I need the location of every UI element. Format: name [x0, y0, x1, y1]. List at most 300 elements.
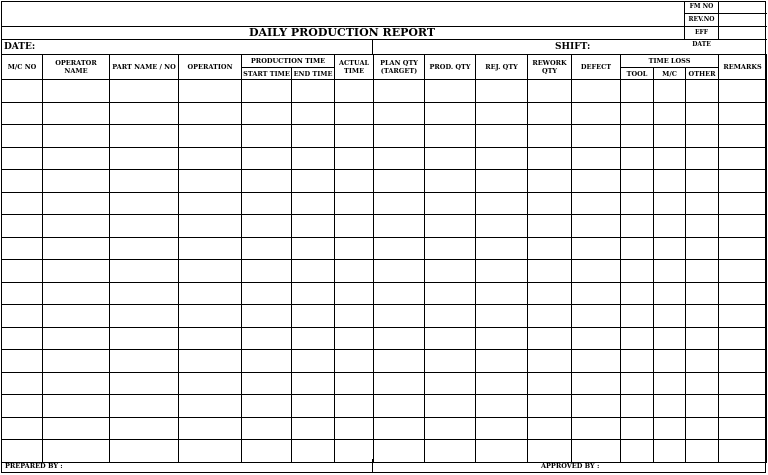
table-cell[interactable] [719, 282, 767, 305]
table-cell[interactable] [425, 372, 476, 395]
table-row [2, 170, 767, 193]
col-rework-qty [528, 55, 572, 80]
table-cell[interactable] [654, 327, 686, 350]
table-cell[interactable] [621, 125, 654, 148]
table-cell[interactable] [654, 372, 686, 395]
table-cell[interactable] [528, 147, 572, 170]
table-cell[interactable] [476, 395, 528, 418]
table-cell[interactable] [292, 305, 335, 328]
table-cell[interactable] [374, 192, 425, 215]
table-cell[interactable] [425, 395, 476, 418]
report-title: DAILY PRODUCTION REPORT [248, 26, 436, 39]
actual-time-line1: ACTUAL [338, 59, 370, 67]
table-cell[interactable] [425, 80, 476, 103]
table-cell[interactable] [179, 125, 242, 148]
table-row [2, 327, 767, 350]
shift-label: SHIFT: [555, 42, 591, 52]
table-cell[interactable] [179, 147, 242, 170]
table-cell[interactable] [719, 147, 767, 170]
table-cell[interactable] [476, 282, 528, 305]
document-control-block [684, 1, 767, 48]
table-cell[interactable] [292, 147, 335, 170]
table-cell[interactable] [686, 192, 719, 215]
table-cell[interactable] [179, 372, 242, 395]
footer-divider [372, 459, 373, 472]
table-cell[interactable] [242, 260, 292, 283]
rev-no-value[interactable] [719, 14, 767, 26]
rework-qty-line2: QTY [541, 67, 558, 75]
table-cell[interactable] [2, 282, 43, 305]
table-cell[interactable] [686, 350, 719, 373]
table-cell[interactable] [572, 305, 621, 328]
col-production-time: PRODUCTION TIME [242, 55, 335, 68]
meta-row-fm-no [685, 1, 767, 14]
table-cell[interactable] [476, 327, 528, 350]
table-cell[interactable] [2, 215, 43, 238]
table-cell[interactable] [292, 372, 335, 395]
table-cell[interactable] [719, 170, 767, 193]
table-cell[interactable] [654, 237, 686, 260]
table-cell[interactable] [572, 170, 621, 193]
col-operator-name: OPERATOR NAME [43, 55, 110, 80]
table-cell[interactable] [654, 192, 686, 215]
table-cell[interactable] [374, 215, 425, 238]
table-cell[interactable] [110, 80, 179, 103]
table-cell[interactable] [335, 305, 374, 328]
table-cell[interactable] [686, 147, 719, 170]
table-cell[interactable] [242, 170, 292, 193]
table-cell[interactable] [654, 350, 686, 373]
table-cell[interactable] [476, 192, 528, 215]
table-cell[interactable] [2, 237, 43, 260]
table-cell[interactable] [374, 125, 425, 148]
table-cell[interactable] [292, 350, 335, 373]
table-cell[interactable] [2, 305, 43, 328]
table-cell[interactable] [43, 125, 110, 148]
table-cell[interactable] [621, 170, 654, 193]
plan-qty-line1: PLAN QTY [380, 59, 418, 67]
table-cell[interactable] [292, 417, 335, 440]
col-tool: TOOL [621, 68, 654, 80]
table-cell[interactable] [374, 102, 425, 125]
table-cell[interactable] [476, 417, 528, 440]
table-cell[interactable] [110, 282, 179, 305]
table-cell[interactable] [110, 417, 179, 440]
table-cell[interactable] [2, 125, 43, 148]
table-cell[interactable] [335, 125, 374, 148]
table-cell[interactable] [528, 215, 572, 238]
table-cell[interactable] [654, 417, 686, 440]
meta-row-rev-no [685, 14, 767, 27]
table-cell[interactable] [335, 147, 374, 170]
table-cell[interactable] [2, 80, 43, 103]
table-cell[interactable] [242, 125, 292, 148]
table-cell[interactable] [654, 305, 686, 328]
date-shift-divider [372, 39, 373, 54]
table-cell[interactable] [621, 372, 654, 395]
table-cell[interactable] [43, 80, 110, 103]
table-cell[interactable] [572, 260, 621, 283]
table-cell[interactable] [621, 417, 654, 440]
table-cell[interactable] [335, 350, 374, 373]
table-cell[interactable] [654, 395, 686, 418]
table-cell[interactable] [719, 372, 767, 395]
table-cell[interactable] [425, 350, 476, 373]
table-cell[interactable] [374, 147, 425, 170]
table-cell[interactable] [2, 102, 43, 125]
col-end-time: END TIME [292, 68, 335, 80]
table-cell[interactable] [2, 350, 43, 373]
table-cell[interactable] [572, 372, 621, 395]
table-cell[interactable] [335, 192, 374, 215]
table-cell[interactable] [374, 260, 425, 283]
table-cell[interactable] [335, 260, 374, 283]
table-cell[interactable] [572, 102, 621, 125]
table-cell[interactable] [43, 237, 110, 260]
table-cell[interactable] [476, 305, 528, 328]
table-cell[interactable] [43, 395, 110, 418]
table-cell[interactable] [528, 417, 572, 440]
table-cell[interactable] [719, 395, 767, 418]
table-cell[interactable] [179, 170, 242, 193]
table-cell[interactable] [528, 305, 572, 328]
table-cell[interactable] [572, 125, 621, 148]
table-cell[interactable] [374, 372, 425, 395]
table-cell[interactable] [292, 125, 335, 148]
table-cell[interactable] [686, 260, 719, 283]
rev-no-label: REV.NO [685, 14, 719, 26]
table-cell[interactable] [425, 125, 476, 148]
table-cell[interactable] [374, 80, 425, 103]
table-cell[interactable] [43, 372, 110, 395]
table-row [2, 395, 767, 418]
table-cell[interactable] [43, 327, 110, 350]
date-label: DATE: [4, 42, 36, 52]
table-cell[interactable] [43, 260, 110, 283]
table-cell[interactable] [425, 215, 476, 238]
table-cell[interactable] [2, 327, 43, 350]
table-cell[interactable] [110, 305, 179, 328]
table-cell[interactable] [374, 282, 425, 305]
table-cell[interactable] [2, 147, 43, 170]
table-cell[interactable] [528, 170, 572, 193]
col-rej-qty: REJ. QTY [476, 55, 528, 80]
table-cell[interactable] [425, 305, 476, 328]
table-row [2, 215, 767, 238]
table-cell[interactable] [43, 192, 110, 215]
table-cell[interactable] [242, 327, 292, 350]
table-cell[interactable] [110, 147, 179, 170]
table-cell[interactable] [425, 417, 476, 440]
table-cell[interactable] [110, 350, 179, 373]
table-cell[interactable] [528, 237, 572, 260]
table-cell[interactable] [335, 170, 374, 193]
approved-by-label: APPROVED BY : [541, 462, 600, 470]
table-cell[interactable] [572, 282, 621, 305]
table-cell[interactable] [242, 282, 292, 305]
col-prod-qty: PROD. QTY [425, 55, 476, 80]
table-cell[interactable] [686, 327, 719, 350]
table-cell[interactable] [110, 327, 179, 350]
table-cell[interactable] [374, 237, 425, 260]
table-cell[interactable] [719, 125, 767, 148]
table-cell[interactable] [335, 395, 374, 418]
table-cell[interactable] [179, 80, 242, 103]
table-cell[interactable] [43, 170, 110, 193]
table-cell[interactable] [374, 305, 425, 328]
table-cell[interactable] [621, 327, 654, 350]
table-cell[interactable] [528, 372, 572, 395]
table-cell[interactable] [686, 170, 719, 193]
table-cell[interactable] [425, 192, 476, 215]
table-cell[interactable] [621, 282, 654, 305]
table-cell[interactable] [179, 327, 242, 350]
table-cell[interactable] [292, 80, 335, 103]
table-cell[interactable] [621, 350, 654, 373]
table-cell[interactable] [719, 80, 767, 103]
table-cell[interactable] [719, 102, 767, 125]
table-cell[interactable] [528, 260, 572, 283]
table-cell[interactable] [686, 417, 719, 440]
table-cell[interactable] [528, 327, 572, 350]
table-cell[interactable] [335, 282, 374, 305]
table-cell[interactable] [719, 350, 767, 373]
fm-no-value[interactable] [719, 1, 767, 13]
table-cell[interactable] [572, 237, 621, 260]
table-cell[interactable] [43, 102, 110, 125]
table-cell[interactable] [686, 395, 719, 418]
table-cell[interactable] [292, 192, 335, 215]
col-other: OTHER [686, 68, 719, 80]
table-cell[interactable] [242, 372, 292, 395]
table-cell[interactable] [528, 80, 572, 103]
table-cell[interactable] [43, 282, 110, 305]
table-body [2, 80, 767, 463]
table-cell[interactable] [719, 305, 767, 328]
table-cell[interactable] [242, 80, 292, 103]
table-cell[interactable] [335, 237, 374, 260]
table-cell[interactable] [476, 125, 528, 148]
table-cell[interactable] [686, 237, 719, 260]
table-cell[interactable] [292, 215, 335, 238]
table-cell[interactable] [292, 327, 335, 350]
table-cell[interactable] [179, 395, 242, 418]
col-start-time: START TIME [243, 69, 290, 78]
col-defect: DEFECT [572, 55, 621, 80]
table-cell[interactable] [528, 395, 572, 418]
table-cell[interactable] [292, 170, 335, 193]
table-cell[interactable] [2, 395, 43, 418]
table-row [2, 282, 767, 305]
table-cell[interactable] [476, 350, 528, 373]
table-cell[interactable] [242, 417, 292, 440]
table-cell[interactable] [686, 305, 719, 328]
table-cell[interactable] [654, 102, 686, 125]
table-cell[interactable] [179, 102, 242, 125]
table-row [2, 417, 767, 440]
table-cell[interactable] [425, 327, 476, 350]
table-cell[interactable] [179, 237, 242, 260]
table-cell[interactable] [110, 215, 179, 238]
table-cell[interactable] [179, 417, 242, 440]
table-cell[interactable] [528, 282, 572, 305]
table-cell[interactable] [476, 237, 528, 260]
table-cell[interactable] [179, 192, 242, 215]
table-cell[interactable] [572, 215, 621, 238]
table-cell[interactable] [621, 147, 654, 170]
col-actual-time [335, 55, 374, 80]
table-cell[interactable] [686, 125, 719, 148]
table-cell[interactable] [110, 102, 179, 125]
table-cell[interactable] [242, 192, 292, 215]
col-time-loss: TIME LOSS [621, 55, 719, 68]
table-cell[interactable] [335, 327, 374, 350]
table-cell[interactable] [374, 170, 425, 193]
table-cell[interactable] [654, 260, 686, 283]
table-cell[interactable] [242, 350, 292, 373]
table-cell[interactable] [242, 147, 292, 170]
table-cell[interactable] [425, 102, 476, 125]
table-cell[interactable] [621, 305, 654, 328]
table-cell[interactable] [242, 237, 292, 260]
table-cell[interactable] [110, 372, 179, 395]
table-cell[interactable] [425, 170, 476, 193]
table-cell[interactable] [476, 102, 528, 125]
table-cell[interactable] [110, 395, 179, 418]
table-cell[interactable] [572, 417, 621, 440]
table-cell[interactable] [719, 417, 767, 440]
col-operation: OPERATION [179, 55, 242, 80]
table-cell[interactable] [686, 80, 719, 103]
table-cell[interactable] [719, 327, 767, 350]
table-cell[interactable] [2, 192, 43, 215]
table-cell[interactable] [654, 125, 686, 148]
table-cell[interactable] [476, 80, 528, 103]
table-cell[interactable] [374, 350, 425, 373]
table-row [2, 237, 767, 260]
table-cell[interactable] [528, 350, 572, 373]
table-cell[interactable] [292, 260, 335, 283]
table-cell[interactable] [425, 237, 476, 260]
table-cell[interactable] [335, 215, 374, 238]
table-cell[interactable] [179, 305, 242, 328]
table-row [2, 125, 767, 148]
table-cell[interactable] [719, 237, 767, 260]
table-cell[interactable] [374, 417, 425, 440]
table-cell[interactable] [572, 327, 621, 350]
table-cell[interactable] [654, 170, 686, 193]
table-cell[interactable] [654, 147, 686, 170]
table-cell[interactable] [476, 147, 528, 170]
table-cell[interactable] [43, 350, 110, 373]
table-cell[interactable] [528, 102, 572, 125]
table-cell[interactable] [476, 170, 528, 193]
table-cell[interactable] [335, 372, 374, 395]
table-cell[interactable] [335, 102, 374, 125]
table-cell[interactable] [179, 215, 242, 238]
table-cell[interactable] [476, 260, 528, 283]
plan-qty-line2: (TARGET) [380, 67, 418, 75]
table-cell[interactable] [621, 215, 654, 238]
table-cell[interactable] [476, 372, 528, 395]
table-cell[interactable] [528, 192, 572, 215]
table-cell[interactable] [335, 80, 374, 103]
table-cell[interactable] [110, 237, 179, 260]
table-cell[interactable] [179, 282, 242, 305]
table-cell[interactable] [654, 282, 686, 305]
table-cell[interactable] [425, 147, 476, 170]
table-cell[interactable] [425, 282, 476, 305]
table-cell[interactable] [686, 282, 719, 305]
table-cell[interactable] [43, 417, 110, 440]
eff-date-value[interactable] [719, 27, 767, 39]
table-cell[interactable] [43, 215, 110, 238]
table-cell[interactable] [179, 350, 242, 373]
table-cell[interactable] [2, 260, 43, 283]
table-cell[interactable] [476, 215, 528, 238]
table-cell[interactable] [242, 102, 292, 125]
table-cell[interactable] [43, 305, 110, 328]
table-cell[interactable] [292, 395, 335, 418]
table-cell[interactable] [110, 260, 179, 283]
table-cell[interactable] [719, 260, 767, 283]
table-cell[interactable] [621, 192, 654, 215]
table-cell[interactable] [335, 417, 374, 440]
table-cell[interactable] [292, 102, 335, 125]
table-cell[interactable] [242, 215, 292, 238]
table-cell[interactable] [572, 147, 621, 170]
table-cell[interactable] [2, 417, 43, 440]
table-cell[interactable] [719, 192, 767, 215]
table-cell[interactable] [292, 237, 335, 260]
table-cell[interactable] [572, 395, 621, 418]
table-cell[interactable] [292, 282, 335, 305]
col-mc: M/C [654, 68, 686, 80]
table-cell[interactable] [686, 215, 719, 238]
table-cell[interactable] [621, 102, 654, 125]
table-cell[interactable] [572, 80, 621, 103]
table-cell[interactable] [425, 260, 476, 283]
table-cell[interactable] [686, 372, 719, 395]
eff-date-label: EFF DATE [685, 27, 719, 39]
table-cell[interactable] [110, 170, 179, 193]
table-cell[interactable] [621, 395, 654, 418]
table-cell[interactable] [572, 350, 621, 373]
table-row [2, 102, 767, 125]
table-cell[interactable] [621, 80, 654, 103]
table-cell[interactable] [528, 125, 572, 148]
table-cell[interactable] [242, 395, 292, 418]
table-cell[interactable] [621, 237, 654, 260]
table-cell[interactable] [686, 102, 719, 125]
table-cell[interactable] [654, 215, 686, 238]
table-cell[interactable] [374, 327, 425, 350]
table-cell[interactable] [374, 395, 425, 418]
table-cell[interactable] [242, 305, 292, 328]
col-remarks: REMARKS [719, 55, 767, 80]
table-cell[interactable] [654, 80, 686, 103]
table-cell[interactable] [179, 260, 242, 283]
table-cell[interactable] [621, 260, 654, 283]
table-cell[interactable] [572, 192, 621, 215]
table-cell[interactable] [110, 125, 179, 148]
table-cell[interactable] [719, 215, 767, 238]
table-cell[interactable] [2, 372, 43, 395]
table-cell[interactable] [43, 147, 110, 170]
table-cell[interactable] [2, 170, 43, 193]
table-row [2, 372, 767, 395]
table-cell[interactable] [110, 192, 179, 215]
